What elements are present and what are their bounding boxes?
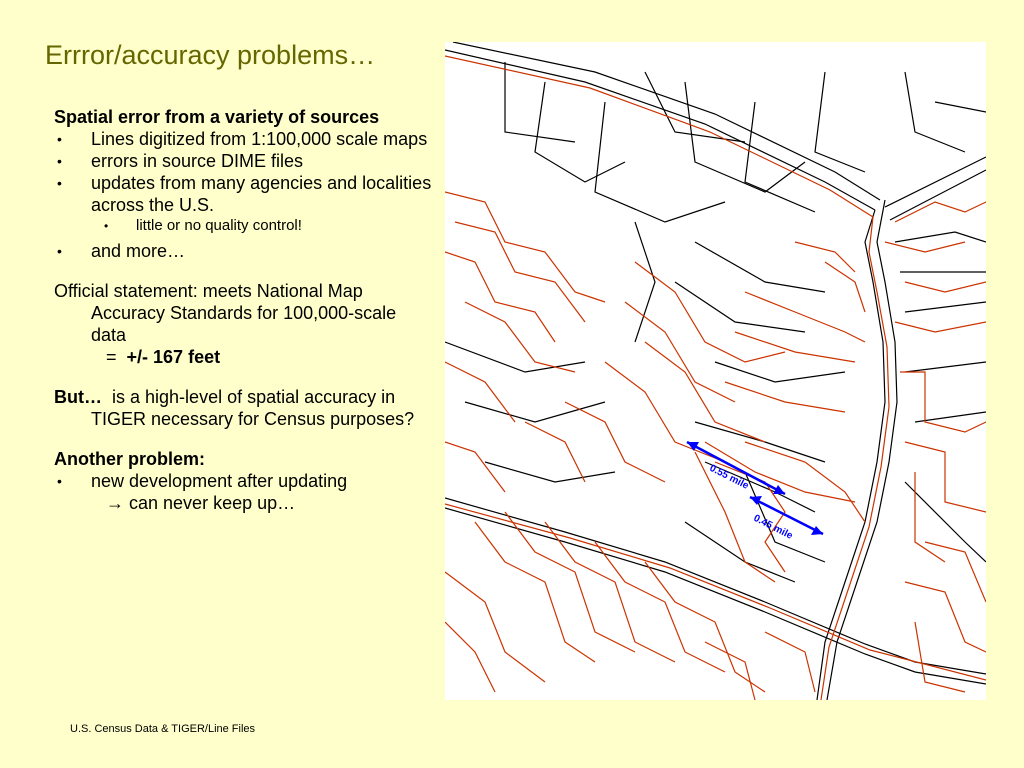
measure-label-2: 0.45 mile — [751, 512, 795, 542]
tiger-road-map — [445, 42, 986, 700]
map-svg — [445, 42, 986, 700]
accuracy-equation — [54, 346, 434, 368]
bullet-dot: • — [57, 473, 62, 489]
intro-heading: Spatial error from a variety of sources — [54, 107, 380, 127]
bullet-dot: • — [57, 131, 62, 147]
bullet-text: new development after updating — [91, 471, 348, 491]
bullet-dot: • — [57, 175, 62, 191]
slide-body — [54, 106, 434, 514]
arrow-icon: → — [106, 493, 124, 513]
sub-bullet-item — [54, 216, 434, 236]
slide-footer: U.S. Census Data & TIGER/Line Files — [70, 723, 256, 735]
bullet-item — [54, 172, 434, 216]
arrow-line — [54, 492, 434, 514]
slide-title: Errror/accuracy problems… — [45, 40, 376, 70]
bullet-text: updates from many agencies and localities across the U.S. — [91, 173, 432, 215]
measure-label-1: 0.55 mile — [707, 462, 751, 492]
bullet-text: Lines digitized from 1:100,000 scale maps — [91, 129, 428, 149]
bullet-dot: • — [104, 219, 109, 233]
another-problem-heading: Another problem: — [54, 449, 205, 469]
bullet-text: errors in source DIME files — [91, 151, 304, 171]
official-statement: Official statement: meets National Map Accuracy Standards for 100,000-scale data — [54, 281, 397, 345]
bullet-dot: • — [57, 153, 62, 169]
bullet-item — [54, 150, 434, 172]
bullet-dot: • — [57, 243, 62, 259]
black-roads — [445, 42, 986, 700]
red-roads — [445, 56, 986, 700]
but-question — [54, 386, 434, 430]
accuracy-value: +/- 167 feet — [126, 347, 221, 367]
bullet-item — [54, 240, 434, 262]
equals-sign: = — [106, 347, 117, 367]
bullet-item — [54, 128, 434, 150]
but-text: is a high-level of spatial accuracy in TIGER necessary for Census purposes? — [91, 387, 415, 429]
bullet-text: and more… — [91, 241, 186, 261]
sub-bullet-text: little or no quality control! — [136, 217, 302, 234]
bullet-item — [54, 470, 434, 492]
but-lead: But… — [54, 387, 102, 407]
arrow-text: can never keep up… — [129, 493, 296, 513]
